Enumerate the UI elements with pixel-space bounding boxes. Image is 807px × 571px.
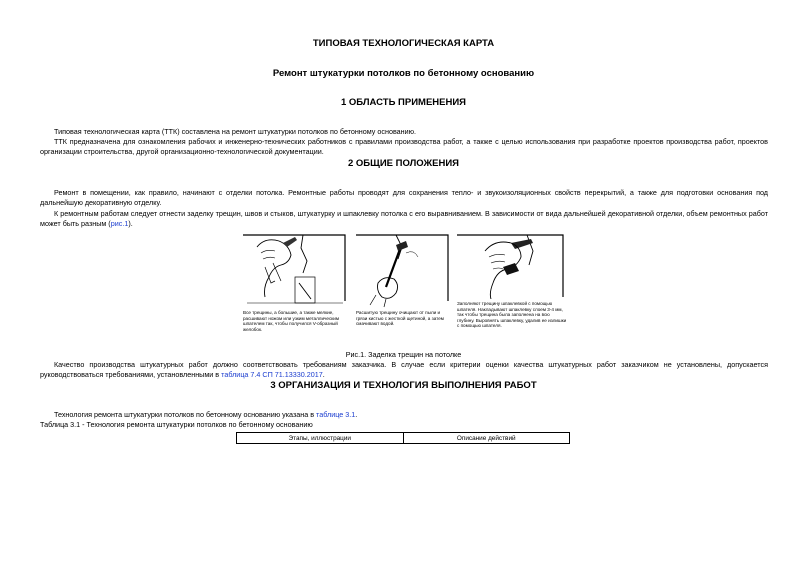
figure-1-title: Рис.1. Заделка трещин на потолке — [345, 350, 462, 359]
table-3-1 — [236, 432, 570, 444]
section-1-heading: 1 ОБЛАСТЬ ПРИМЕНЕНИЯ — [340, 97, 467, 108]
figure-1-link[interactable]: рис.1 — [110, 218, 129, 228]
crack-raking-illustration — [243, 233, 348, 308]
section-1-paragraph-2: ТТК предназначена для ознакомления рабочих и инженерно-технических работников с правилами производства работ, а также с целью использования при разработке проектов производства работ, проектов организации строительства, другой организационно-технологической документации. — [40, 137, 768, 156]
table-3-1-link[interactable]: таблице 3.1 — [316, 410, 356, 419]
section-2-paragraph-1: Ремонт в помещении, как правило, начинают с отделки потолка. Ремонтные работы проводят для сохранения тепло- и звукоизоляционных свойств перекрытий, а также для подготовки основания под дальнейшую декоративную отделку. — [40, 188, 768, 207]
section-3-heading: 3 ОРГАНИЗАЦИЯ И ТЕХНОЛОГИЯ ВЫПОЛНЕНИЯ РАБОТ — [270, 380, 537, 391]
document-subtitle: Ремонт штукатурки потолков по бетонному основанию — [272, 68, 535, 79]
section-1-paragraph-1: Типовая технологическая карта (ТТК) составлена на ремонт штукатурки потолков по бетонному основанию. — [54, 127, 417, 136]
section-2-paragraph-3: Качество производства штукатурных работ должно соответствовать требованиям заказчика. В случае если критерии оценки качества штукатурных работ заказчиком не установлены, допускается руководствоваться требованиями, установленными в таблица 7.4 СП 71.13330.2017. — [40, 360, 768, 379]
figure-1-panel-1 — [243, 233, 348, 308]
figure-1-panel-3 — [457, 233, 567, 299]
figure-1-caption-1: Все трещины, а большие, а также мелкие, расшивают ножом или узким металлическим шпателем так, чтобы получился V-образный желобок. — [243, 310, 340, 332]
sp-71-table-link[interactable]: таблица 7.4 СП 71.13330.2017 — [221, 369, 323, 379]
figure-1-caption-2: Расшитую трещину очищают от пыли и грязи кистью с жесткой щетиной, а затем смачивают водой. — [356, 310, 444, 327]
figure-1-panel-2 — [356, 233, 451, 308]
table-3-1-caption: Таблица 3.1 - Технология ремонта штукатурки потолков по бетонному основанию — [40, 420, 313, 429]
crack-cleaning-illustration — [356, 233, 451, 308]
crack-filling-illustration — [457, 233, 567, 299]
table-header-row — [237, 433, 570, 444]
section-2-heading: 2 ОБЩИЕ ПОЛОЖЕНИЯ — [348, 158, 459, 169]
section-3-paragraph-1: Технология ремонта штукатурки потолков по бетонному основанию указана в таблице 3.1. — [54, 410, 358, 419]
table-header-stages: Этапы, иллюстрации — [237, 433, 404, 444]
section-2-paragraph-2: К ремонтным работам следует отнести заделку трещин, швов и стыков, штукатурку и шпаклевку потолка с его выравниванием. В зависимости от вида дальнейшей декоративной отделки, объем ремонтных работ может быть разным (рис.1). — [40, 209, 768, 228]
document-title: ТИПОВАЯ ТЕХНОЛОГИЧЕСКАЯ КАРТА — [312, 38, 495, 49]
figure-1-caption-3: Заполняют трещину шпаклевкой с помощью шпателя. Накладывают шпаклевку слоем 3-4 мм, так чтобы трещина была заполнена на всю глубину. Выровнять шпаклевку, удалив ее излишки с помощью шпателя. — [457, 301, 567, 329]
table-header-description: Описание действий — [403, 433, 570, 444]
